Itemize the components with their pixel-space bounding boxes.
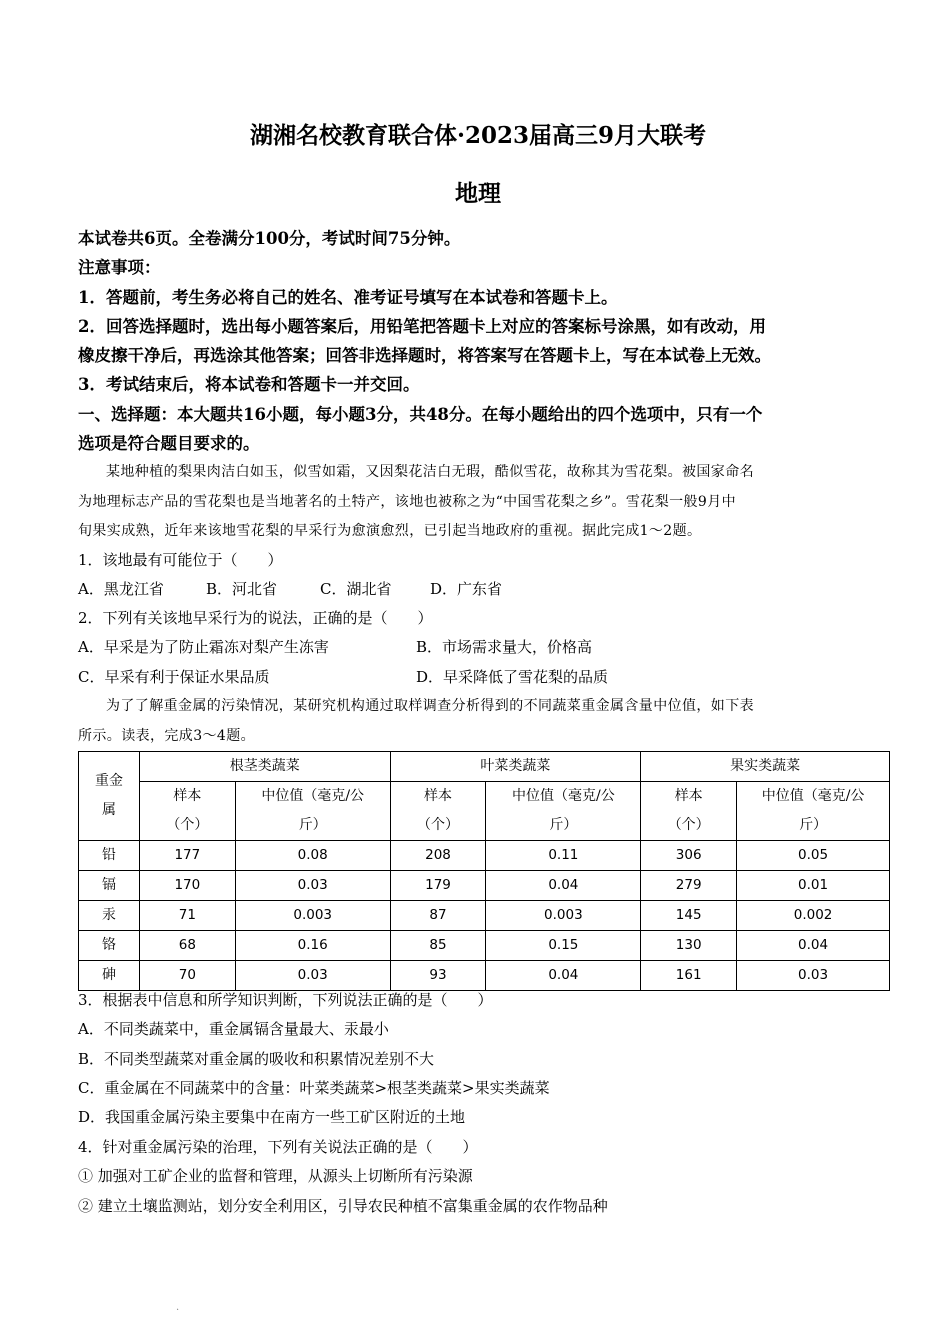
passage-line: 为了了解重金属的污染情况，某研究机构通过取样调查分析得到的不同蔬菜重金属含量中位值，如下表 (106, 698, 754, 714)
notes-intro: 本试卷共6页。全卷满分100分，考试时间75分钟。 (78, 229, 461, 248)
option-b: B．河北省 (206, 580, 278, 599)
sample-header-line: （个） (166, 817, 209, 833)
subject-title: 地理 (455, 180, 501, 207)
question-stem: 3．根据表中信息和所学知识判断，下列说法正确的是（ ） (78, 991, 493, 1009)
passage-line: 旬果实成熟，近年来该地雪花梨的早采行为愈演愈烈，已引起当地政府的重视。据此完成1～2题。 (78, 523, 702, 539)
section-heading: 一、选择题：本大题共16小题，每小题3分，共48分。在每小题给出的四个选项中，只有一个 (78, 404, 763, 424)
median-header-line: 中位值（毫克/公 (512, 788, 615, 804)
table-row (79, 841, 890, 871)
table-cell: 0.04 (486, 961, 641, 991)
question-stem: 1．该地最有可能位于（ ） (78, 551, 283, 569)
question-options (78, 633, 878, 662)
median-header (486, 782, 641, 841)
question-4 (78, 1133, 878, 1221)
table-cell: 0.002 (737, 901, 890, 931)
question-3 (78, 986, 878, 1132)
metal-name: 铬 (79, 931, 140, 961)
table-cell: 87 (390, 901, 486, 931)
table-cell: 170 (139, 871, 235, 901)
metal-name: 砷 (79, 961, 140, 991)
option-a: A．不同类蔬菜中，重金属镉含量最大、汞最小 (78, 1020, 389, 1039)
table-cell: 0.11 (486, 841, 641, 871)
median-header-line: 斤） (549, 817, 578, 833)
table-cell: 93 (390, 961, 486, 991)
median-header (235, 782, 390, 841)
sample-header-line: （个） (417, 817, 460, 833)
table-cell: 0.03 (235, 961, 390, 991)
metal-name: 铅 (79, 841, 140, 871)
statement-2: ② 建立土壤监测站，划分安全利用区，引导农民种植不富集重金属的农作物品种 (78, 1196, 608, 1215)
table-cell: 208 (390, 841, 486, 871)
median-header-line: 斤） (799, 817, 828, 833)
table-cell: 0.04 (737, 931, 890, 961)
question-stem: 4．针对重金属污染的治理，下列有关说法正确的是（ ） (78, 1138, 478, 1156)
passage-line: 为地理标志产品的雪花梨也是当地著名的土特产，该地也被称之为“中国雪花梨之乡”。雪花梨一般9月中 (78, 493, 737, 510)
median-header-line: 斤） (298, 817, 327, 833)
notes-item: 2．回答选择题时，选出每小题答案后，用铅笔把答题卡上对应的答案标号涂黑，如有改动，用 (78, 316, 766, 336)
table-cell: 0.16 (235, 931, 390, 961)
median-header-line: 中位值（毫克/公 (261, 788, 365, 804)
table-cell: 0.01 (737, 871, 890, 901)
question-options (78, 575, 878, 604)
median-header (737, 782, 890, 841)
table-cell: 70 (139, 961, 235, 991)
sample-header (641, 782, 737, 841)
table-cell: 179 (390, 871, 486, 901)
option-b: B．不同类型蔬菜对重金属的吸收和积累情况差别不大 (78, 1049, 435, 1068)
option-c: C．早采有利于保证水果品质 (78, 667, 270, 686)
table-cell: 279 (641, 871, 737, 901)
question-2 (78, 604, 878, 692)
section-heading-cont: 选项是符合题目要求的。 (78, 434, 260, 454)
question-stem: 2．下列有关该地早采行为的说法，正确的是（ ） (78, 609, 433, 627)
option-d: D．广东省 (430, 580, 503, 599)
table-cell: 0.003 (486, 901, 641, 931)
table-cell: 145 (641, 901, 737, 931)
sample-header (139, 782, 235, 841)
metal-name: 汞 (79, 901, 140, 931)
table-cell: 0.03 (235, 871, 390, 901)
option-a: A．早采是为了防止霜冻对梨产生冻害 (78, 638, 329, 657)
heavy-metal-table (78, 751, 890, 991)
option-d: D．我国重金属污染主要集中在南方一些工矿区附近的土地 (78, 1108, 466, 1127)
sample-header-line: 样本 (674, 788, 703, 804)
table-subheader-row (79, 782, 890, 841)
group-header: 果实类蔬菜 (641, 752, 890, 782)
corner-header-top: 重金 (94, 773, 123, 789)
sample-header-line: 样本 (424, 788, 453, 804)
notes-section (78, 224, 878, 458)
table-cell: 306 (641, 841, 737, 871)
statement-1: ① 加强对工矿企业的监督和管理，从源头上切断所有污染源 (78, 1167, 473, 1186)
table-row (79, 901, 890, 931)
table-cell: 130 (641, 931, 737, 961)
table-header-row (79, 752, 890, 782)
table-cell: 0.03 (737, 961, 890, 991)
median-header-line: 中位值（毫克/公 (761, 788, 865, 804)
passage-line: 某地种植的梨果肉洁白如玉，似雪如霜，又因梨花洁白无瑕，酷似雪花，故称其为雪花梨。被国家命名 (106, 464, 754, 480)
notes-item: 3．考试结束后，将本试卷和答题卡一并交回。 (78, 375, 420, 395)
table-cell: 85 (390, 931, 486, 961)
option-d: D．早采降低了雪花梨的品质 (416, 667, 609, 686)
table-row (79, 931, 890, 961)
corner-header-bottom: 属 (101, 802, 116, 818)
table-cell: 68 (139, 931, 235, 961)
table-row (79, 871, 890, 901)
sample-header-line: （个） (667, 817, 710, 833)
group-header: 根茎类蔬菜 (139, 752, 390, 782)
notes-item: 1．答题前，考生务必将自己的姓名、准考证号填写在本试卷和答题卡上。 (78, 287, 618, 307)
notes-item: 橡皮擦干净后，再选涂其他答案；回答非选择题时，将答案写在答题卡上，写在本试卷上无效。 (78, 346, 771, 366)
option-c: C．湖北省 (320, 580, 392, 599)
notes-heading: 注意事项： (78, 258, 161, 278)
exam-title: 湖湘名校教育联合体·2023届高三9月大联考 (249, 122, 707, 149)
option-a: A．黑龙江省 (78, 580, 164, 599)
corner-header (79, 752, 140, 841)
passage-heavy-metal (78, 692, 878, 751)
option-c: C．重金属在不同蔬菜中的含量：叶菜类蔬菜>根茎类蔬菜>果实类蔬菜 (78, 1078, 550, 1097)
table-cell: 71 (139, 901, 235, 931)
table-cell: 177 (139, 841, 235, 871)
passage-snow-pear (78, 458, 878, 547)
passage-line: 所示。读表，完成3～4题。 (78, 727, 256, 744)
footer-mark: . (176, 1302, 180, 1313)
sample-header-line: 样本 (173, 788, 202, 804)
group-header: 叶菜类蔬菜 (390, 752, 641, 782)
table-cell: 0.15 (486, 931, 641, 961)
table-cell: 0.05 (737, 841, 890, 871)
question-1 (78, 546, 878, 605)
table-cell: 0.003 (235, 901, 390, 931)
table-cell: 161 (641, 961, 737, 991)
table-cell: 0.04 (486, 871, 641, 901)
table-cell: 0.08 (235, 841, 390, 871)
metal-name: 镉 (79, 871, 140, 901)
question-options (78, 663, 878, 692)
option-b: B．市场需求量大，价格高 (416, 638, 593, 657)
sample-header (390, 782, 486, 841)
